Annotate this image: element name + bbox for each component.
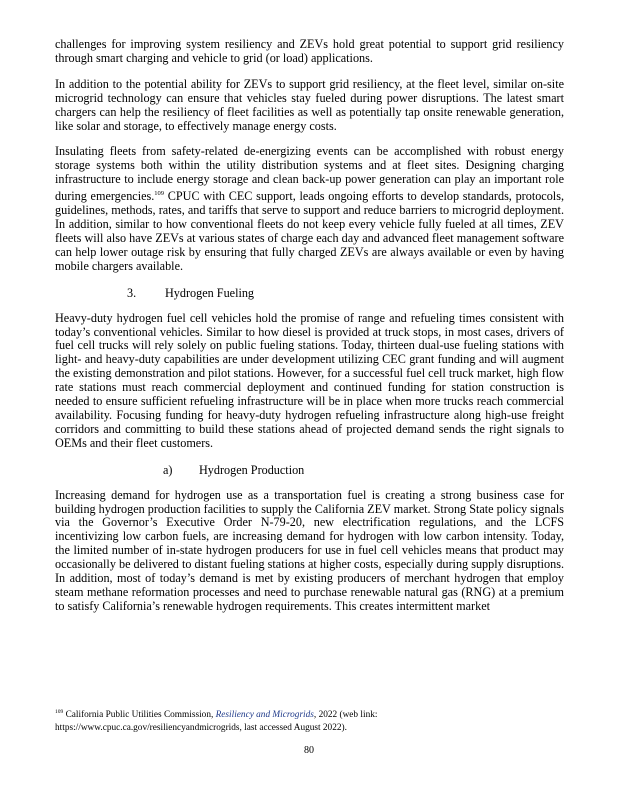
section-title: Hydrogen Fueling	[165, 285, 255, 300]
subsection-heading-hydrogen-production	[163, 463, 564, 477]
section-heading-hydrogen-fueling	[127, 286, 564, 300]
footnote-accessed: , last accessed August 2022).	[239, 723, 347, 733]
footnote	[55, 706, 564, 735]
subsection-number: a)	[163, 462, 173, 477]
paragraph-hydrogen-production: Increasing demand for hydrogen use as a transportation fuel is creating a strong business case for building hydrogen production facilities to supply the California ZEV market. Strong State policy signals via the Governor’s Executive Order N-79-20, new electrification regulations, and the LCFS incentivizing low carbon fuels, are increasing demand for hydrogen with low carbon intensity. Today, the limited number of in-state hydrogen producers for use in fuel cell vehicles means that product may occasionally be delivered to distant fueling stations at higher costs, especially during supply disruptions. In addition, most of today’s demand is met by existing producers of merchant hydrogen that employ steam methane reformation processes and need to purchase renewable natural gas (RNG) at a premium to satisfy California’s renewable hydrogen requirements. This creates intermittent market	[55, 487, 564, 613]
section-number: 3.	[127, 285, 137, 300]
paragraph-heavy-duty-hydrogen: Heavy-duty hydrogen fuel cell vehicles hold the promise of range and refueling times consistent with today’s conventional vehicles. Similar to how diesel is provided at truck stops, in most cases, drivers of fuel cell trucks will rely solely on public fueling stations. Today, thirteen dual-use fueling stations with light- and heavy-duty capabilities are under development utilizing CEC grant funding and will augment the existing demonstration and pilot stations. However, for a successful fuel cell truck market, high flow rate stations must reach commercial deployment and continued funding for station construction is needed to ensure sufficient refueling infrastructure will be in place when more trucks reach commercial availability. Focusing funding for heavy-duty hydrogen refueling infrastructure along high-use freight corridors and committing to build these stations ahead of projected demand sends the right signals to OEMs and their fleet customers.	[55, 310, 564, 450]
body-text	[55, 38, 564, 626]
footnote-number: 109	[55, 709, 64, 715]
paragraph-insulating-fleets-continued: CPUC with CEC support, leads ongoing efforts to develop standards, protocols, guidelines, methods, rates, and tariffs that serve to support and reduce barriers to microgrid deployment. In addition, similar to how conventional fleets do not keep every vehicle fully fueled at all times, ZEV fleets will also have ZEVs at various states of charge each day and advanced fleet management software can help lower outage risk by ensuring that fully charged ZEVs are always available or even by having mobile chargers available.	[55, 189, 564, 273]
paragraph-fleet-level-microgrid: In addition to the potential ability for ZEVs to support grid resiliency, at the fleet level, similar on-site microgrid technology can ensure that vehicles stay fueled during power disruptions. The latest smart chargers can help the resiliency of fleet facilities as well as potentially tap onsite renewable generation, like solar and storage, to effectively manage energy costs.	[55, 76, 564, 133]
paragraph-insulating-fleets-text: Insulating fleets from safety-related de-energizing events can be accomplished with robust energy storage systems both within the utility distribution systems and at fleet sites. Designing charging infrastructure to include energy storage and clean back-up power generation can play an important role during emergencies.	[55, 144, 564, 204]
footnote-link[interactable]: https://www.cpuc.ca.gov/resiliencyandmicrogrids	[55, 723, 240, 733]
paragraph-grid-resiliency: challenges for improving system resiliency and ZEVs hold great potential to support grid resiliency through smart charging and vehicle to grid (or load) applications.	[55, 37, 564, 65]
subsection-title: Hydrogen Production	[199, 462, 305, 477]
footnote-text: California Public Utilities Commission,	[63, 710, 216, 720]
page-number: 80	[304, 745, 314, 756]
footnote-reference[interactable]: 109	[154, 190, 165, 198]
paragraph-insulating-fleets	[55, 145, 564, 273]
footnote-text-after: , 2022 (web link:	[313, 710, 378, 720]
footnote-source-title: Resiliency and Microgrids	[215, 710, 314, 720]
